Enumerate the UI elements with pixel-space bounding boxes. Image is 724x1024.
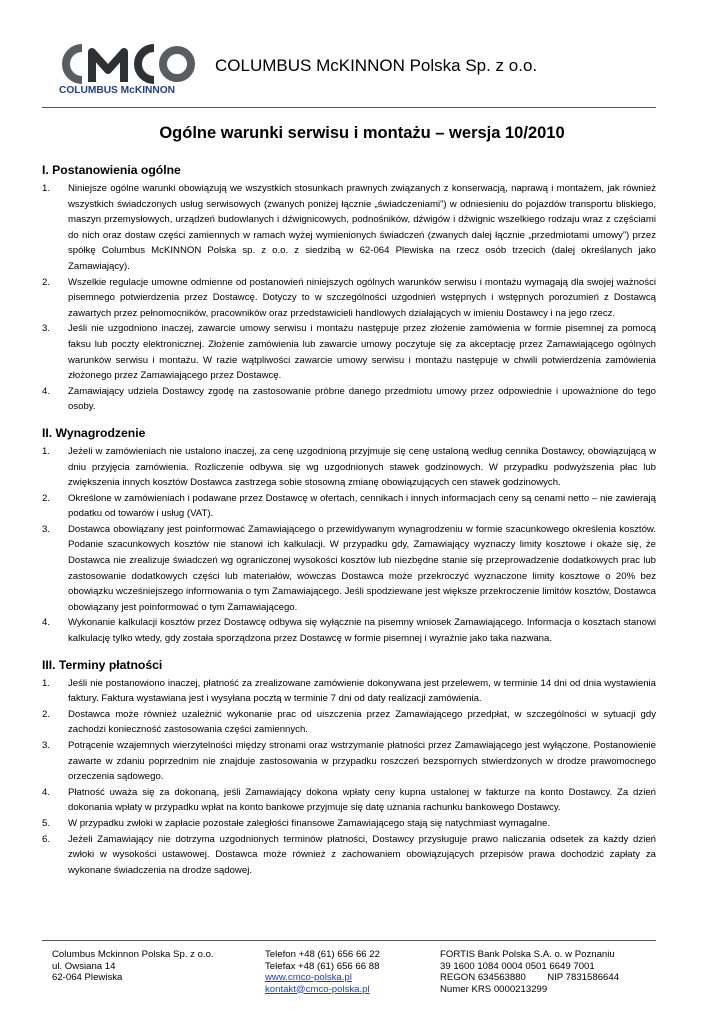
footer-account-number: 39 1600 1084 0004 0501 6649 7001 [440, 960, 595, 972]
item-number: 1. [42, 445, 51, 457]
item-number: 2. [42, 276, 51, 288]
company-logo [58, 40, 196, 94]
item-number: 3. [42, 740, 51, 751]
footer-website-link[interactable]: www.cmco-polska.pl [265, 972, 352, 983]
list-item [42, 275, 656, 322]
list-item [42, 615, 656, 646]
footer-company-name: Columbus Mckinnon Polska Sp. z o.o. [52, 949, 214, 960]
item-text: Jeżeli w zamówieniach nie ustalono inaczej, za cenę uzgodnioną przyjmuje się cenę ustaloną według cennika Dostawcy, obowiązującą w dniu przyjęcia zamówienia. Rozliczenie odbywa się wg uzgodnionych stawek godzinowych. W przypadku podwyższenia płac lub zwiększenia innych kosztów Dostawca zastrzega sobie stosowną zmianę obowiązujących cen stawek godzinowych. [68, 445, 656, 489]
list-item [42, 321, 656, 383]
logo-letter-m [92, 52, 124, 82]
section-general [42, 163, 656, 415]
list-item [42, 384, 656, 415]
item-text: Niniejsze ogólne warunki obowiązują we wszystkich stosunkach prawnych związanych z konserwacją, naprawą i montażem, jak również wszystkich świadczonych usług serwisowych (zwanych poniżej łącznie „świadczeniami”) w odniesieniu do pojazdów transportu bliskiego, maszyn przemysłowych, urządzeń budowlanych i dźwignicowych, podnośników, dźwigów i dźwignic wszelkiego rodzaju wraz z częściami do nich oraz dostaw części zamiennych w ramach wyżej wymienionych świadczeń (zwanych dalej łącznie „przedmiotami umowy”) przez spółkę Columbus McKINNON Polska sp. z o.o. z siedzibą w 62-064 Plewiska na rzecz osób trzecich (dalej określanych jako Zamawiający). [68, 183, 656, 272]
item-number: 6. [42, 833, 51, 845]
list-item [42, 707, 656, 738]
item-text: Dostawca obowiązany jest poinformować Zamawiającego o przewidywanym wynagrodzeniu w formie szacunkowego określenia kosztów. Podanie szacunkowych kosztów nie stanowi ich kalkulacji. W przypadku gdy, Zamawiający wyznaczy limity kosztowe i okaże się, że Dostawca nie zrealizuje świadczeń wg ograniczonej wysokości kosztów lub niezbędne stanie się przeprowadzenie dodatkowych prac lub zastosowanie dodatkowych części lub materiałów, wówczas Dostawca może przekroczyć wyznaczone limity kosztowe o 20% bez obowiązku wcześniejszego informowania o tym Zamawiającego. Jeśli spodziewane jest większe przekroczenie limitów kosztów, Dostawca obowiązany jest poinformować o tym Zamawiającego. [68, 523, 656, 613]
logo-subtext: COLUMBUS McKINNON [59, 85, 176, 94]
logo-letter-c1 [66, 48, 82, 80]
footer-fax: Telefax +48 (61) 656 66 88 [265, 960, 380, 972]
item-number: 3. [42, 523, 51, 535]
section-heading: II. Wynagrodzenie [42, 425, 146, 440]
document-title: Ogólne warunki serwisu i montażu – wersja 10/2010 [159, 124, 565, 142]
footer-regon-nip: REGON 634563880 NIP 7831586644 [440, 972, 620, 983]
item-number: 1. [42, 677, 51, 689]
item-text: Wszelkie regulacje umowne odmienne od postanowień niniejszych ogólnych warunków serwisu i montażu wymagają dla swojej ważności pisemnego potwierdzenia przez Dostawcę. Dotyczy to w szczególności uzgodnień wstępnych i wstępnych porozumień z Dostawcą zawartych przez pełnomocników, pracowników oraz przedstawicieli handlowych działających w imieniu Dostawcy i na jego rzecz. [68, 276, 656, 319]
item-number: 3. [42, 323, 51, 335]
section-heading: I. Postanowienia ogólne [42, 163, 181, 177]
logo-letter-o [163, 50, 191, 78]
item-text: Wykonanie kalkulacji kosztów przez Dostawcę odbywa się wyłącznie na pisemny wniosek Zamawiającego. Informacja o kosztach stanowi kalkulację tylko wtedy, gdy została sporządzona przez Dostawcę w formie pisemnej i wyraźnie jako taka nazwana. [68, 617, 656, 645]
section-remuneration [42, 426, 656, 647]
list-item [42, 181, 656, 275]
list-item [42, 785, 656, 816]
item-number: 2. [42, 492, 51, 504]
footer-bank [440, 949, 619, 995]
footer-divider [42, 940, 656, 941]
list-item [42, 738, 656, 785]
footer-phone: Telefon +48 (61) 656 66 22 [265, 949, 380, 960]
footer-email-link[interactable]: kontakt@cmco-polska.pl [265, 983, 370, 995]
item-text: Jeśli nie uzgodniono inaczej, zawarcie umowy serwisu i montażu następuje przez złożenie zamówienia w formie pisemnej za pomocą faksu lub poczty elektronicznej. Złożenie zamówienia lub zawarcie umowy poczytuje się za akceptację przez Zamawiającego ogólnych warunków serwisu i montażu. W razie wątpliwości zawarcie umowy serwisu i montażu następuje w chwili potwierdzenia zamówienia złożonego przez Zamawiającego przez Dostawcę. [68, 323, 656, 382]
list-item [42, 491, 656, 522]
section-payment-terms [42, 658, 656, 879]
item-text: Zamawiający udziela Dostawcy zgodę na zastosowanie próbne danego przedmiotu umowy przez odpowiednie i upoważnione do tego osoby. [68, 385, 656, 413]
item-text: Jeśli nie postanowiono inaczej, płatność za zrealizowane zamówienie dokonywana jest przelewem, w terminie 14 dni od dnia wystawienia faktury. Faktura wystawiana jest i wysyłana pocztą w terminie 7 dni od daty realizacji zamówienia. [68, 677, 656, 705]
item-text: Płatność uważa się za dokonaną, jeśli Zamawiający dokona wpłaty ceny kupna ustalonej w fakturze na konto Dostawcy. Za dzień dokonania wpłaty w przypadku wpłat na konto bankowe przyjmuje się datę uznania rachunku bankowego Dostawcy. [68, 786, 656, 814]
item-text: Dostawca może również uzależnić wykonanie prac od uiszczenia przez Zamawiającego przedpłat, w szczególności w sytuacji gdy zachodzi konieczność zastosowania części zamiennych. [68, 708, 656, 736]
footer-bank-name: FORTIS Bank Polska S.A. o. w Poznaniu [440, 949, 615, 960]
list-item [42, 816, 656, 832]
footer-contact [265, 949, 380, 995]
footer-krs: Numer KRS 0000213299 [440, 983, 548, 995]
list-item [42, 676, 656, 707]
list-item [42, 444, 656, 491]
item-text: Potrącenie wzajemnych wierzytelności między stronami oraz wstrzymanie płatności przez Zamawiającego jest wyłączone. Postanowienie zawarte w zdaniu poprzednim nie znajduje zastosowania w przypadku roszczeń bezspornych stwierdzonych w drodze prawomocnego orzeczenia sądowego. [68, 740, 656, 783]
section-heading: III. Terminy płatności [42, 657, 163, 672]
item-number: 4. [42, 385, 51, 397]
list-item [42, 522, 656, 616]
footer-street: ul. Owsiana 14 [52, 960, 116, 972]
company-title: COLUMBUS McKINNON Polska Sp. z o.o. [215, 56, 538, 75]
item-number: 1. [42, 183, 51, 194]
item-number: 4. [42, 617, 51, 629]
logo-letter-c2 [138, 48, 154, 80]
item-text: Jeżeli Zamawiający nie dotrzyma uzgodnionych terminów płatności, Dostawcy przysługuje prawo naliczania odsetek za każdy dzień zwłoki w wysokości ustawowej. Dostawca może również z zachowaniem obowiązujących przepisów prawa dochodzić zapłaty za wykonane świadczenia na drodze sądowej. [68, 833, 656, 876]
document-body [42, 163, 656, 878]
item-number: 5. [42, 817, 51, 829]
item-number: 2. [42, 708, 51, 720]
item-text: Określone w zamówieniach i podawane przez Dostawcę w ofertach, cennikach i innych informacjach ceny są cenami netto – nie zawierają podatku od towarów i usług (VAT). [68, 492, 656, 520]
list-item [42, 832, 656, 879]
item-text: W przypadku zwłoki w zapłacie pozostałe zaległości finansowe Zamawiającego stają się natychmiast wymagalne. [68, 817, 551, 829]
header-divider [42, 107, 656, 108]
footer-company [52, 949, 214, 984]
item-number: 4. [42, 786, 51, 798]
footer-city: 62-064 Plewiska [52, 972, 123, 983]
